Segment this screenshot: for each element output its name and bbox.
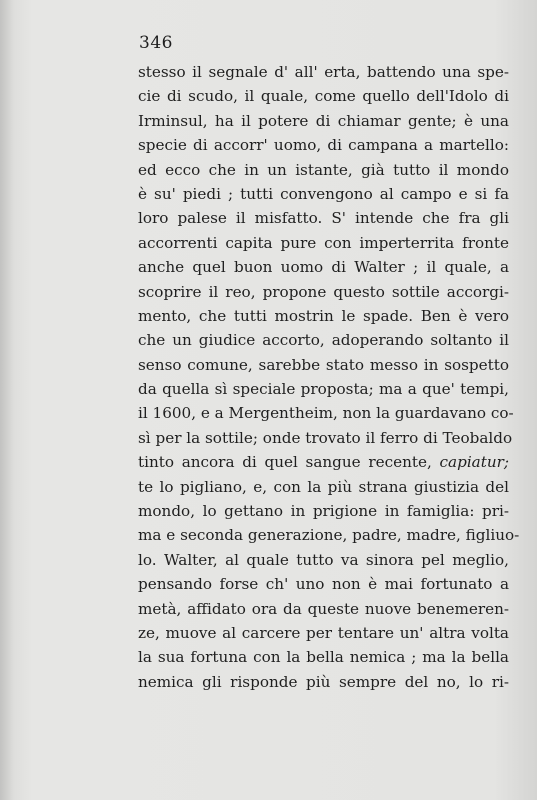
text-line: loro palese il misfatto. S' intende che fra gli [138, 209, 509, 228]
text-line: senso comune, sarebbe stato messo in sospetto [138, 355, 509, 374]
text-line: la sua fortuna con la bella nemica ; ma la bella [138, 648, 509, 667]
italic-latin-word: capiatur; [439, 453, 509, 472]
text-line: accorrenti capita pure con imperterrita fronte [138, 233, 509, 252]
text-segment: tinto ancora di quel sangue recente, [138, 453, 440, 472]
text-line: ed ecco che in un istante, già tutto il mondo [138, 160, 509, 179]
text-line: nemica gli risponde più sempre del no, lo ri- [138, 672, 509, 691]
body-text [138, 60, 520, 694]
text-line: stesso il segnale d' all' erta, battendo una spe- [138, 63, 509, 81]
text-line: mento, che tutti mostrin le spade. Ben è vero [138, 306, 509, 325]
text-line: ma e seconda generazione, padre, madre, figliuo- [138, 526, 520, 545]
text-line: è su' piedi ; tutti convengono al campo e si fa [138, 184, 509, 203]
text-line: cie di scudo, il quale, come quello dell'Idolo di [138, 87, 509, 106]
text-line: sì per la sottile; onde trovato il ferro di Teobaldo [138, 428, 513, 447]
page-gutter-shadow [0, 0, 14, 800]
text-line: lo. Walter, al quale tutto va sinora pel meglio, [138, 550, 509, 569]
text-line: metà, affidato ora da queste nuove benemeren- [138, 599, 509, 618]
text-line: scoprire il reo, propone questo sottile accorgi- [138, 282, 509, 301]
text-line: anche quel buon uomo di Walter ; il quale, a [138, 258, 509, 277]
text-line: Irminsul, ha il potere di chiamar gente; è una [138, 111, 509, 130]
text-line: che un giudice accorto, adoperando soltanto il [138, 331, 509, 350]
text-line: specie di accorr' uomo, di campana a martello: [138, 136, 509, 155]
page-number: 346 [139, 33, 173, 53]
text-line-with-italic [138, 450, 509, 474]
text-line: te lo pigliano, e, con la più strana giustizia del [138, 477, 509, 496]
text-line: ze, muove al carcere per tentare un' altra volta [138, 623, 509, 642]
text-line: da quella sì speciale proposta; ma a que' tempi, [138, 380, 509, 399]
text-line: mondo, lo gettano in prigione in famiglia: pri- [138, 502, 509, 521]
text-line: il 1600, e a Mergentheim, non la guardavano co- [138, 404, 514, 423]
text-line: pensando forse ch' uno non è mai fortunato a [138, 575, 509, 594]
